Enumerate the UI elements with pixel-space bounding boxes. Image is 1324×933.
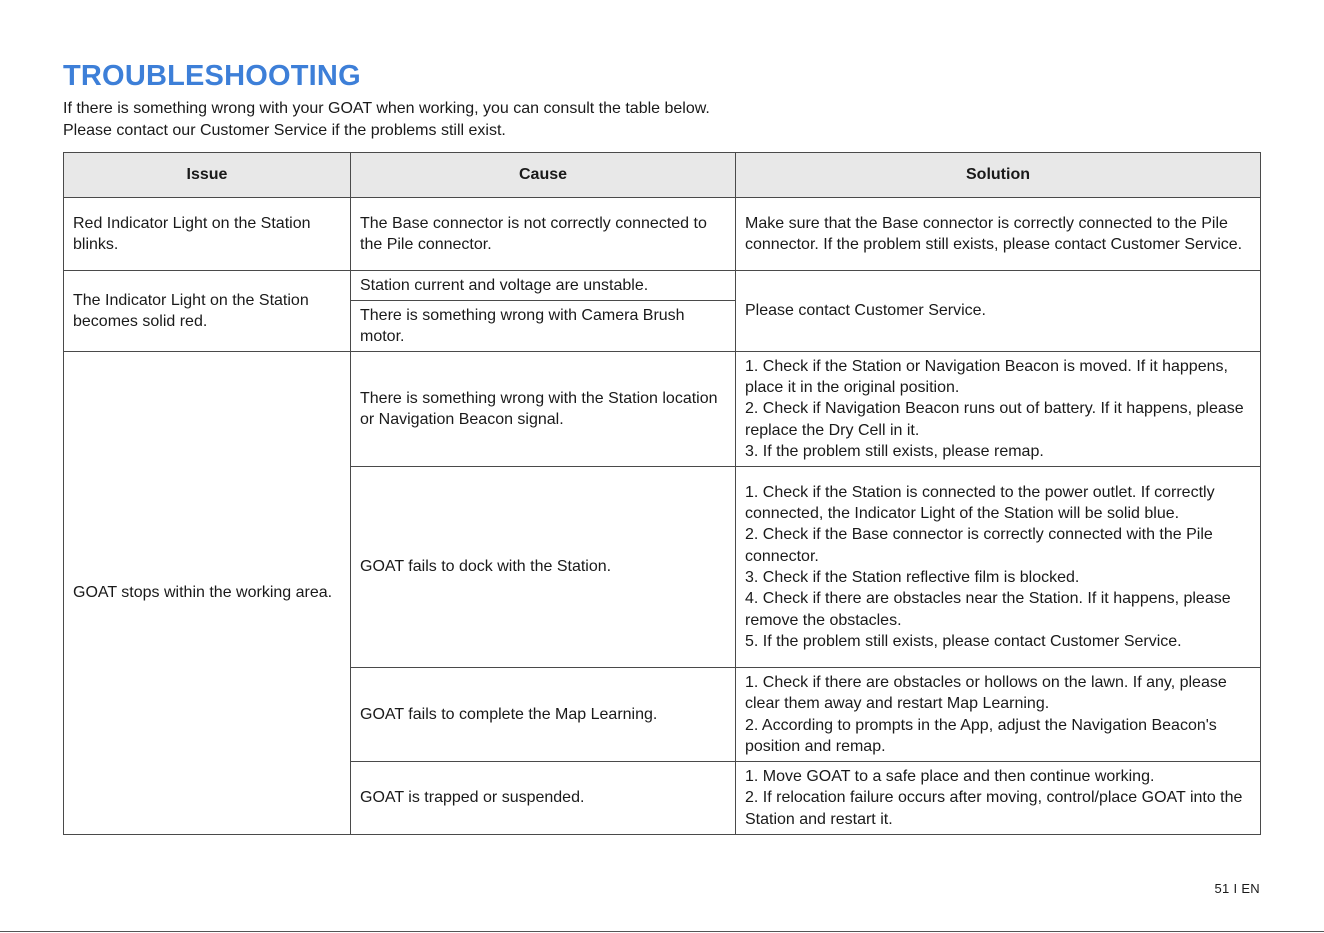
table-row xyxy=(64,352,1261,467)
solution-cell xyxy=(736,467,1261,668)
cause-cell: There is something wrong with the Station location or Navigation Beacon signal. xyxy=(351,352,736,467)
cause-cell: GOAT fails to complete the Map Learning. xyxy=(351,668,736,762)
solution-line: Make sure that the Base connector is correctly connected to the Pile connector. If the problem still exists, please contact Customer Service. xyxy=(745,214,1243,253)
solution-line: Please contact Customer Service. xyxy=(745,302,986,320)
solution-line: 2. If relocation failure occurs after moving, control/place GOAT into the Station and restart it. xyxy=(745,789,1243,828)
cause-cell: Station current and voltage are unstable. xyxy=(351,271,736,301)
footer-separator: I xyxy=(1233,881,1238,896)
solution-line: 2. Check if Navigation Beacon runs out of battery. If it happens, please replace the Dry Cell in it. xyxy=(745,400,1244,439)
issue-cell: GOAT stops within the working area. xyxy=(64,352,351,835)
bottom-divider xyxy=(0,931,1324,932)
intro-line: Please contact our Customer Service if the problems still exist. xyxy=(63,122,506,139)
solution-cell xyxy=(736,762,1261,835)
solution-cell xyxy=(736,668,1261,762)
solution-line: 1. Check if the Station or Navigation Beacon is moved. If it happens, place it in the original position. xyxy=(745,357,1228,397)
issue-cell: Red Indicator Light on the Station blinks. xyxy=(64,198,351,271)
intro-line: If there is something wrong with your GOAT when working, you can consult the table below. xyxy=(63,100,710,117)
cause-cell: The Base connector is not correctly connected to the Pile connector. xyxy=(351,198,736,271)
page-number: 51 xyxy=(1214,881,1230,896)
table-row xyxy=(64,198,1261,271)
cause-cell: GOAT fails to dock with the Station. xyxy=(351,467,736,668)
page-footer xyxy=(1215,881,1261,896)
solution-cell xyxy=(736,352,1261,467)
cause-cell: GOAT is trapped or suspended. xyxy=(351,762,736,835)
solution-line: 1. Move GOAT to a safe place and then continue working. xyxy=(745,768,1155,786)
language-code: EN xyxy=(1241,881,1260,896)
solution-line: 3. Check if the Station reflective film is blocked. xyxy=(745,569,1080,586)
table-row xyxy=(64,271,1261,301)
intro-text xyxy=(63,98,710,142)
solution-line: 4. Check if there are obstacles near the Station. If it happens, please remove the obstacles. xyxy=(745,590,1231,629)
solution-line: 5. If the problem still exists, please contact Customer Service. xyxy=(745,632,1182,650)
cause-cell: There is something wrong with Camera Brush motor. xyxy=(351,301,736,352)
issue-cell: The Indicator Light on the Station becomes solid red. xyxy=(64,271,351,352)
header-cause: Cause xyxy=(351,153,736,198)
solution-cell xyxy=(736,198,1261,271)
solution-line: 2. According to prompts in the App, adjust the Navigation Beacon's position and remap. xyxy=(745,716,1217,755)
solution-line: 1. Check if there are obstacles or hollows on the lawn. If any, please clear them away and restart Map Learning. xyxy=(745,673,1227,713)
solution-line: 3. If the problem still exists, please remap. xyxy=(745,442,1044,460)
solution-cell xyxy=(736,271,1261,352)
page-title: TROUBLESHOOTING xyxy=(63,60,361,92)
table-header-row xyxy=(64,153,1261,198)
solution-line: 2. Check if the Base connector is correctly connected with the Pile connector. xyxy=(745,526,1213,565)
header-issue: Issue xyxy=(64,153,351,198)
header-solution: Solution xyxy=(736,153,1261,198)
solution-line: 1. Check if the Station is connected to the power outlet. If correctly connected, the Indicator Light of the Station will be solid blue. xyxy=(745,483,1215,523)
troubleshooting-table xyxy=(63,152,1261,835)
